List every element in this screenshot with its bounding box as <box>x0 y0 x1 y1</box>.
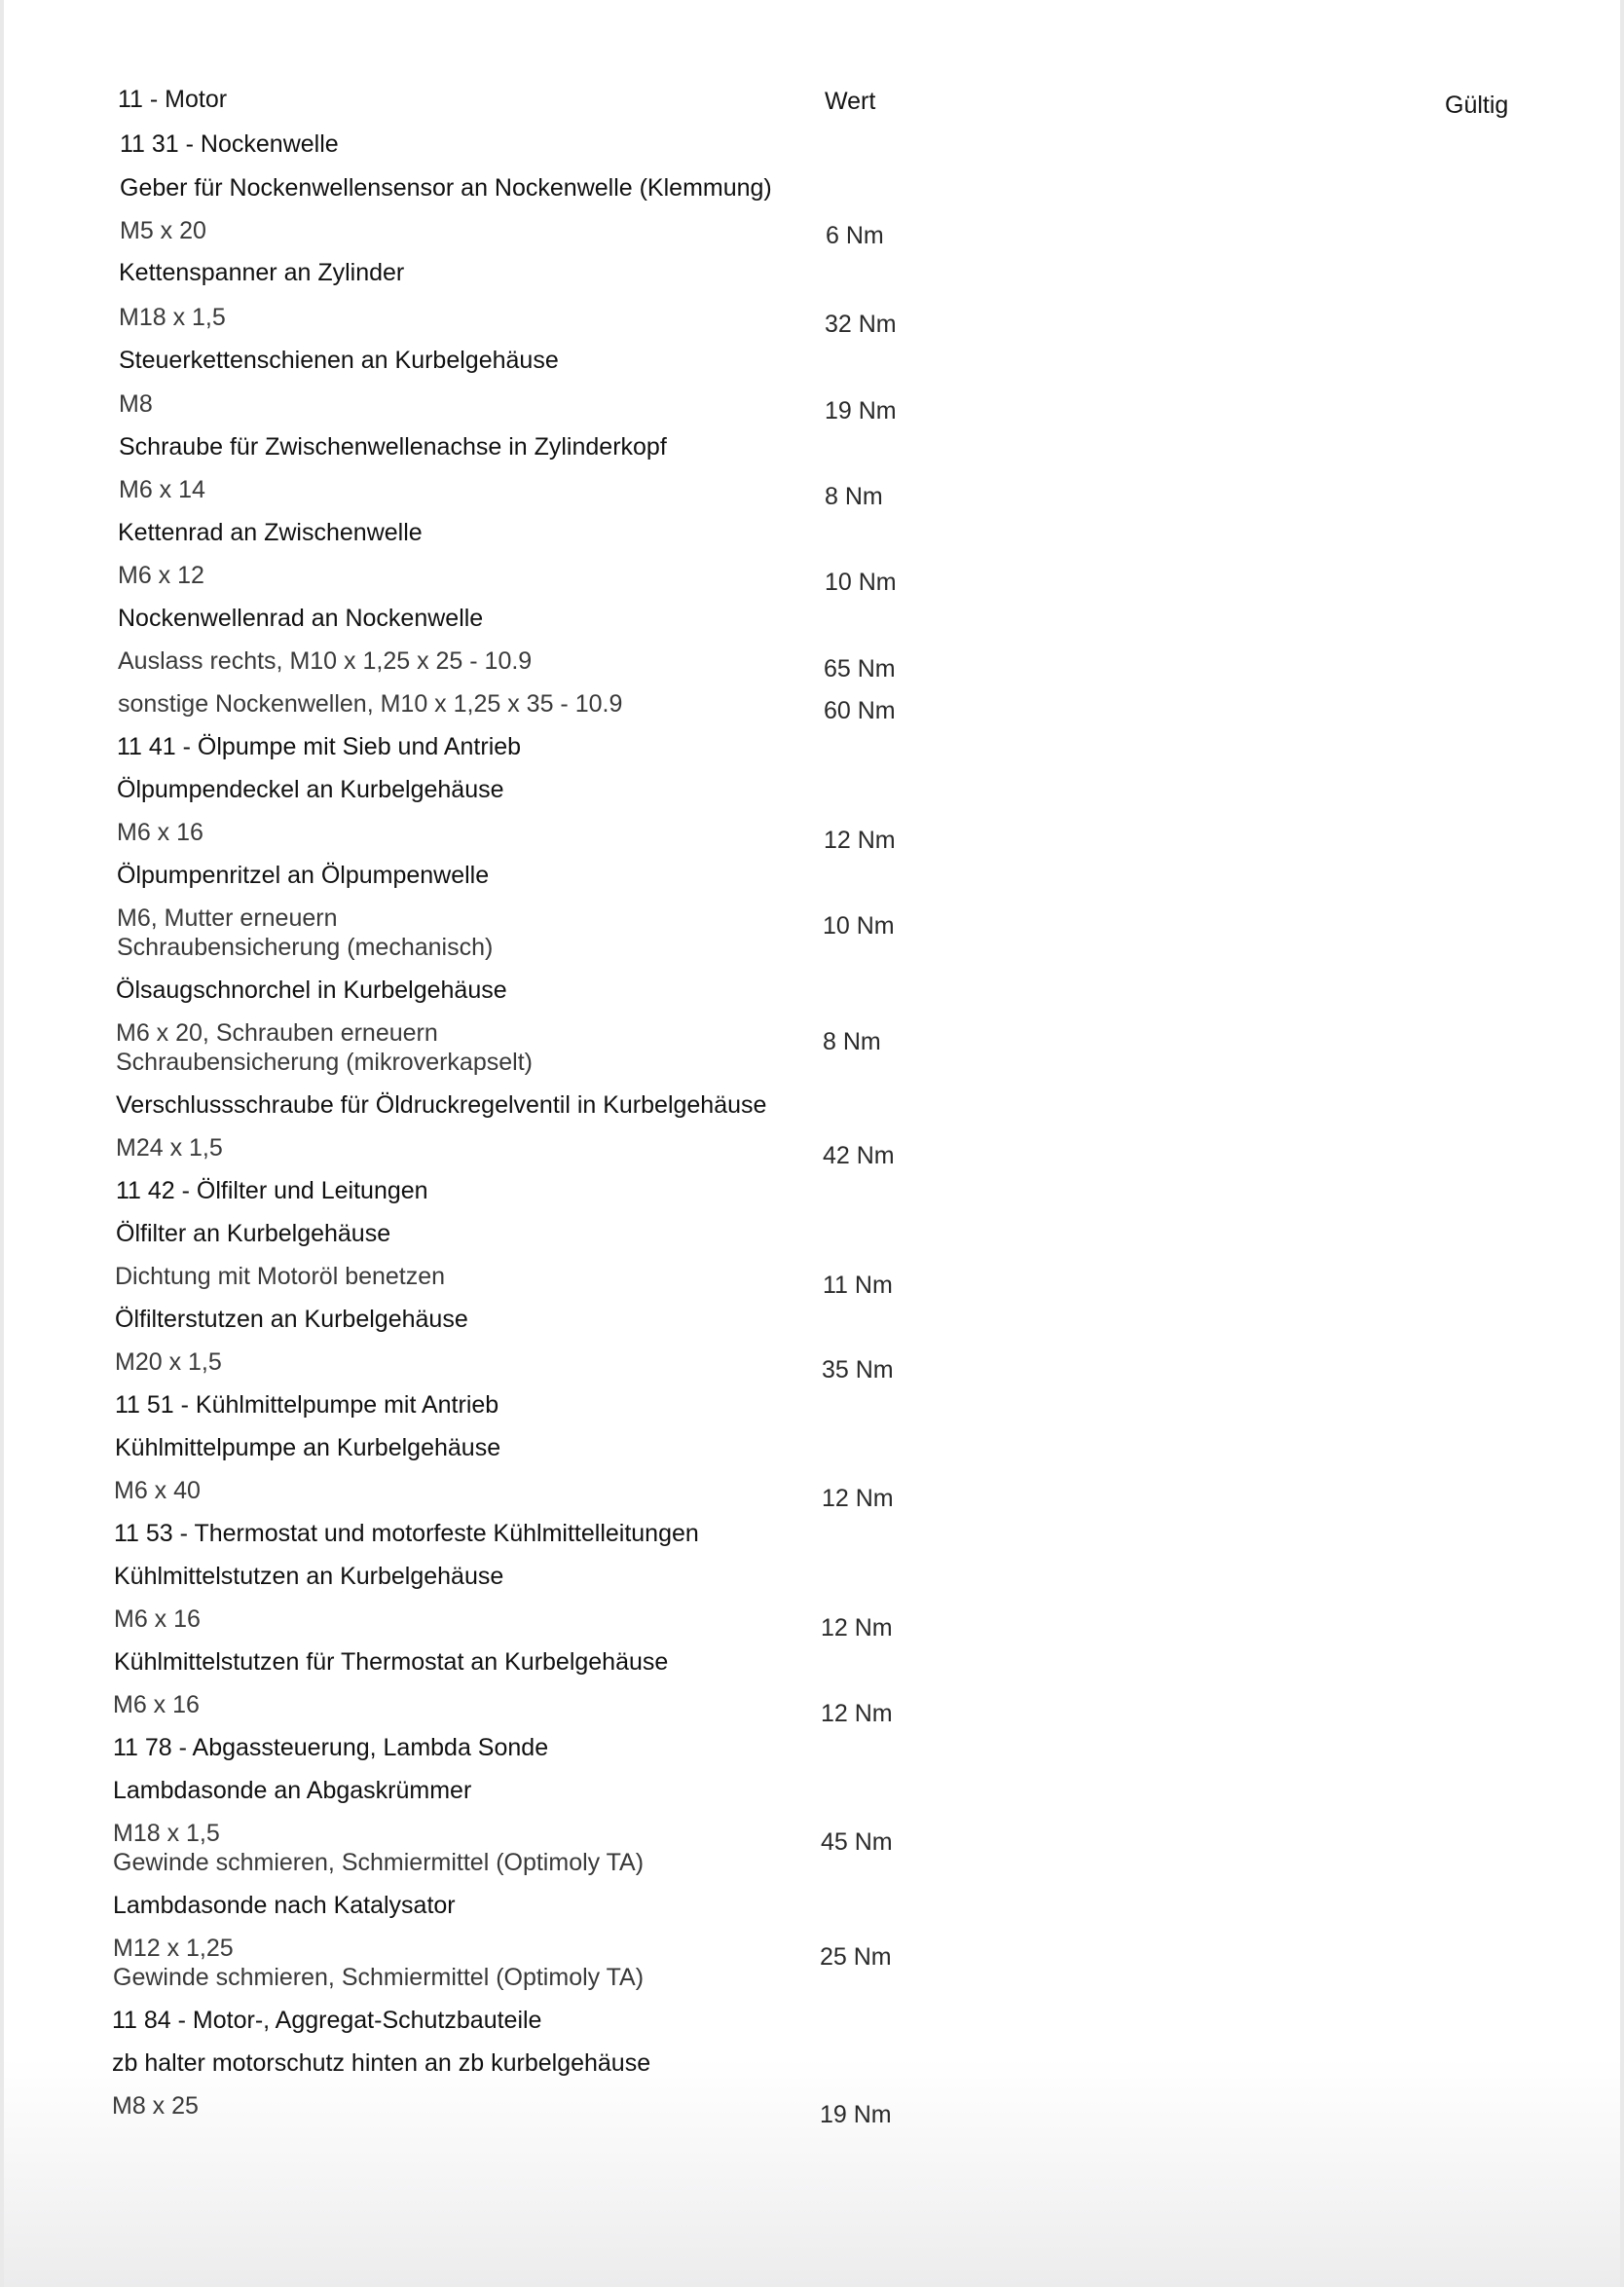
item-label: Nockenwellenrad an Nockenwelle <box>118 605 484 632</box>
section-label: 11 41 - Ölpumpe mit Sieb und Antrieb <box>117 733 522 760</box>
spec-label: M6 x 20, Schrauben erneuern <box>116 1019 438 1047</box>
item-label: Verschlussschraube für Öldruckregelventil in Kurbelgehäuse <box>116 1091 767 1119</box>
spec-label: M6 x 16 <box>117 819 203 846</box>
torque-value: 12 Nm <box>821 1700 893 1727</box>
spec-label: Dichtung mit Motoröl benetzen <box>115 1263 446 1290</box>
spec-label: M6 x 40 <box>114 1477 201 1504</box>
torque-value: 10 Nm <box>823 912 895 940</box>
document-page <box>4 0 1620 2287</box>
item-label: Lambdasonde an Abgaskrümmer <box>113 1777 472 1804</box>
torque-value: 8 Nm <box>823 1028 881 1055</box>
item-label: Ölfilter an Kurbelgehäuse <box>116 1220 391 1247</box>
torque-value: 32 Nm <box>825 311 897 338</box>
valid-column-header: Gültig <box>1445 92 1509 119</box>
value-column-header: Wert <box>825 88 876 115</box>
section-label: 11 42 - Ölfilter und Leitungen <box>116 1177 428 1204</box>
item-label: Ölsaugschnorchel in Kurbelgehäuse <box>116 977 507 1004</box>
spec-label: M6, Mutter erneuern <box>117 904 338 932</box>
section-label: 11 31 - Nockenwelle <box>120 130 339 158</box>
spec-label: M6 x 16 <box>113 1691 200 1718</box>
spec-label: M18 x 1,5 <box>113 1820 220 1847</box>
spec-label: M6 x 16 <box>114 1605 201 1633</box>
spec-label: M5 x 20 <box>120 217 206 244</box>
torque-value: 42 Nm <box>823 1142 895 1169</box>
torque-value: 45 Nm <box>821 1828 893 1856</box>
torque-value: 65 Nm <box>824 655 896 682</box>
torque-value: 8 Nm <box>825 483 883 510</box>
torque-value: 12 Nm <box>824 827 896 854</box>
torque-value: 11 Nm <box>823 1272 893 1299</box>
item-label: Ölpumpenritzel an Ölpumpenwelle <box>117 862 490 889</box>
spec-note: Gewinde schmieren, Schmiermittel (Optimoly TA) <box>113 1964 645 1991</box>
section-label: 11 78 - Abgassteuerung, Lambda Sonde <box>113 1734 549 1761</box>
item-label: Steuerkettenschienen an Kurbelgehäuse <box>119 347 559 374</box>
spec-note: Schraubensicherung (mikroverkapselt) <box>116 1049 533 1076</box>
spec-label: M6 x 14 <box>119 476 205 503</box>
spec-note: Schraubensicherung (mechanisch) <box>117 934 494 961</box>
torque-value: 60 Nm <box>824 697 896 724</box>
group-title: 11 - Motor <box>118 86 228 113</box>
spec-label: Auslass rechts, M10 x 1,25 x 25 - 10.9 <box>118 647 533 675</box>
item-label: Kühlmittelstutzen an Kurbelgehäuse <box>114 1563 504 1590</box>
spec-label: M24 x 1,5 <box>116 1134 223 1162</box>
item-label: zb halter motorschutz hinten an zb kurbelgehäuse <box>112 2049 651 2077</box>
item-label: Kühlmittelstutzen für Thermostat an Kurbelgehäuse <box>114 1648 669 1676</box>
torque-value: 6 Nm <box>826 222 884 249</box>
torque-value: 10 Nm <box>825 569 897 596</box>
spec-label: M8 x 25 <box>112 2092 199 2120</box>
spec-note: Gewinde schmieren, Schmiermittel (Optimoly TA) <box>113 1849 645 1876</box>
spec-label: M6 x 12 <box>118 562 204 589</box>
torque-value: 19 Nm <box>820 2101 892 2128</box>
torque-value: 35 Nm <box>822 1356 894 1383</box>
spec-label: M18 x 1,5 <box>119 304 226 331</box>
item-label: Ölfilterstutzen an Kurbelgehäuse <box>115 1306 468 1333</box>
item-label: Kettenspanner an Zylinder <box>119 259 405 286</box>
item-label: Kettenrad an Zwischenwelle <box>118 519 423 546</box>
spec-label: M12 x 1,25 <box>113 1935 234 1962</box>
item-label: Kühlmittelpumpe an Kurbelgehäuse <box>115 1434 501 1461</box>
torque-value: 12 Nm <box>822 1485 894 1512</box>
spec-label: M20 x 1,5 <box>115 1348 222 1376</box>
torque-value: 19 Nm <box>825 397 897 424</box>
spec-label: M8 <box>119 390 153 418</box>
item-label: Geber für Nockenwellensensor an Nockenwelle (Klemmung) <box>120 174 772 202</box>
torque-value: 25 Nm <box>820 1943 892 1971</box>
item-label: Schraube für Zwischenwellenachse in Zylinderkopf <box>119 433 667 461</box>
section-label: 11 51 - Kühlmittelpumpe mit Antrieb <box>115 1391 499 1419</box>
torque-value: 12 Nm <box>821 1614 893 1641</box>
section-label: 11 53 - Thermostat und motorfeste Kühlmittelleitungen <box>114 1520 699 1547</box>
spec-label: sonstige Nockenwellen, M10 x 1,25 x 35 - 10.9 <box>118 690 623 718</box>
item-label: Lambdasonde nach Katalysator <box>113 1892 456 1919</box>
section-label: 11 84 - Motor-, Aggregat-Schutzbauteile <box>112 2007 542 2034</box>
item-label: Ölpumpendeckel an Kurbelgehäuse <box>117 776 504 803</box>
